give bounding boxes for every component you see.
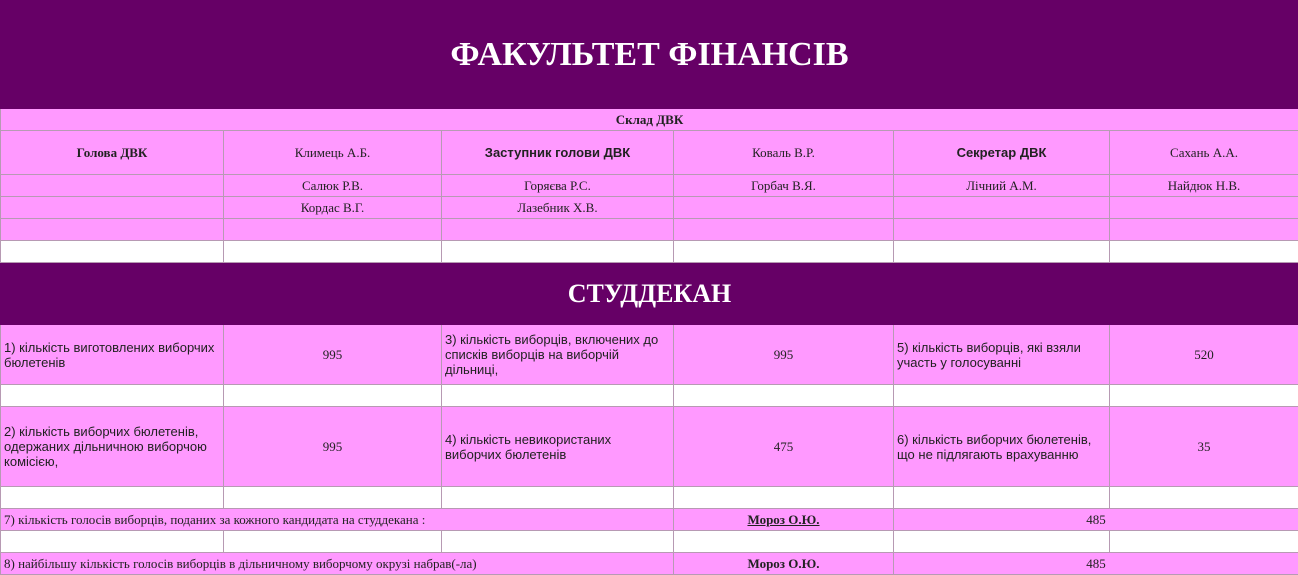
- empty-cell: [224, 241, 442, 263]
- empty-cell: [1, 241, 224, 263]
- empty-cell: [674, 531, 894, 553]
- empty-cell: [1110, 531, 1298, 553]
- empty-cell: [674, 197, 894, 219]
- deputy-label: Заступник голови ДВК: [442, 131, 674, 175]
- empty-cell: [1, 531, 224, 553]
- empty-cell: [1110, 385, 1298, 407]
- head-label: Голова ДВК: [1, 131, 224, 175]
- empty-cell: [442, 241, 674, 263]
- stat-label-5: 5) кількість виборців, які взяли участь у голосуванні: [894, 325, 1110, 385]
- empty-cell: [442, 385, 674, 407]
- empty-cell: [442, 219, 674, 241]
- winner-name: Мороз О.Ю.: [674, 553, 894, 575]
- empty-cell: [1110, 241, 1298, 263]
- member-name: Лазебник Х.В.: [442, 197, 674, 219]
- stat-value-1: 995: [224, 325, 442, 385]
- member-name: Кордас В.Г.: [224, 197, 442, 219]
- empty-cell: [674, 241, 894, 263]
- empty-cell: [1, 385, 224, 407]
- deputy-name: Коваль В.Р.: [674, 131, 894, 175]
- member-name: Салюк Р.В.: [224, 175, 442, 197]
- stat-value-5: 520: [1110, 325, 1298, 385]
- empty-cell: [442, 531, 674, 553]
- stat-label-1: 1) кількість виготовлених виборчих бюлетенів: [1, 325, 224, 385]
- candidate-name: Мороз О.Ю.: [674, 509, 894, 531]
- empty-cell: [894, 219, 1110, 241]
- stat-value-2: 995: [224, 407, 442, 487]
- stat-label-3: 3) кількість виборців, включених до списків виборців на виборчій дільниці,: [442, 325, 674, 385]
- votes-per-candidate-label: 7) кількість голосів виборців, поданих за кожного кандидата на студдекана :: [1, 509, 674, 531]
- secretary-name: Сахань А.А.: [1110, 131, 1298, 175]
- stat-label-6: 6) кількість виборчих бюлетенів, що не підлягають врахуванню: [894, 407, 1110, 487]
- stat-label-4: 4) кількість невикористаних виборчих бюлетенів: [442, 407, 674, 487]
- empty-cell: [224, 385, 442, 407]
- empty-cell: [1110, 219, 1298, 241]
- member-name: Горяєва Р.С.: [442, 175, 674, 197]
- empty-cell: [674, 385, 894, 407]
- member-name: Лічний А.М.: [894, 175, 1110, 197]
- empty-cell: [894, 197, 1110, 219]
- stat-value-6: 35: [1110, 407, 1298, 487]
- stat-value-4: 475: [674, 407, 894, 487]
- member-name: Найдюк Н.В.: [1110, 175, 1298, 197]
- empty-cell: [894, 241, 1110, 263]
- empty-cell: [1, 487, 224, 509]
- empty-cell: [1, 175, 224, 197]
- member-name: Горбач В.Я.: [674, 175, 894, 197]
- stat-label-2: 2) кількість виборчих бюлетенів, одержаних дільничною виборчою комісією,: [1, 407, 224, 487]
- empty-cell: [1110, 197, 1298, 219]
- winner-label: 8) найбільшу кількість голосів виборців в дільничному виборчому окрузі набрав(-ла): [1, 553, 674, 575]
- secretary-label: Секретар ДВК: [894, 131, 1110, 175]
- empty-cell: [894, 487, 1110, 509]
- empty-cell: [894, 531, 1110, 553]
- page-title: ФАКУЛЬТЕТ ФІНАНСІВ: [1, 1, 1298, 109]
- section-title: СТУДДЕКАН: [1, 263, 1298, 325]
- empty-cell: [674, 487, 894, 509]
- empty-cell: [224, 531, 442, 553]
- empty-cell: [442, 487, 674, 509]
- winner-votes: 485: [894, 553, 1298, 575]
- empty-cell: [1, 197, 224, 219]
- stat-value-3: 995: [674, 325, 894, 385]
- empty-cell: [224, 487, 442, 509]
- composition-title: Склад ДВК: [1, 109, 1298, 131]
- empty-cell: [1110, 487, 1298, 509]
- candidate-votes: 485: [894, 509, 1298, 531]
- head-name: Климець А.Б.: [224, 131, 442, 175]
- empty-cell: [894, 385, 1110, 407]
- empty-cell: [674, 219, 894, 241]
- empty-cell: [1, 219, 224, 241]
- empty-cell: [224, 219, 442, 241]
